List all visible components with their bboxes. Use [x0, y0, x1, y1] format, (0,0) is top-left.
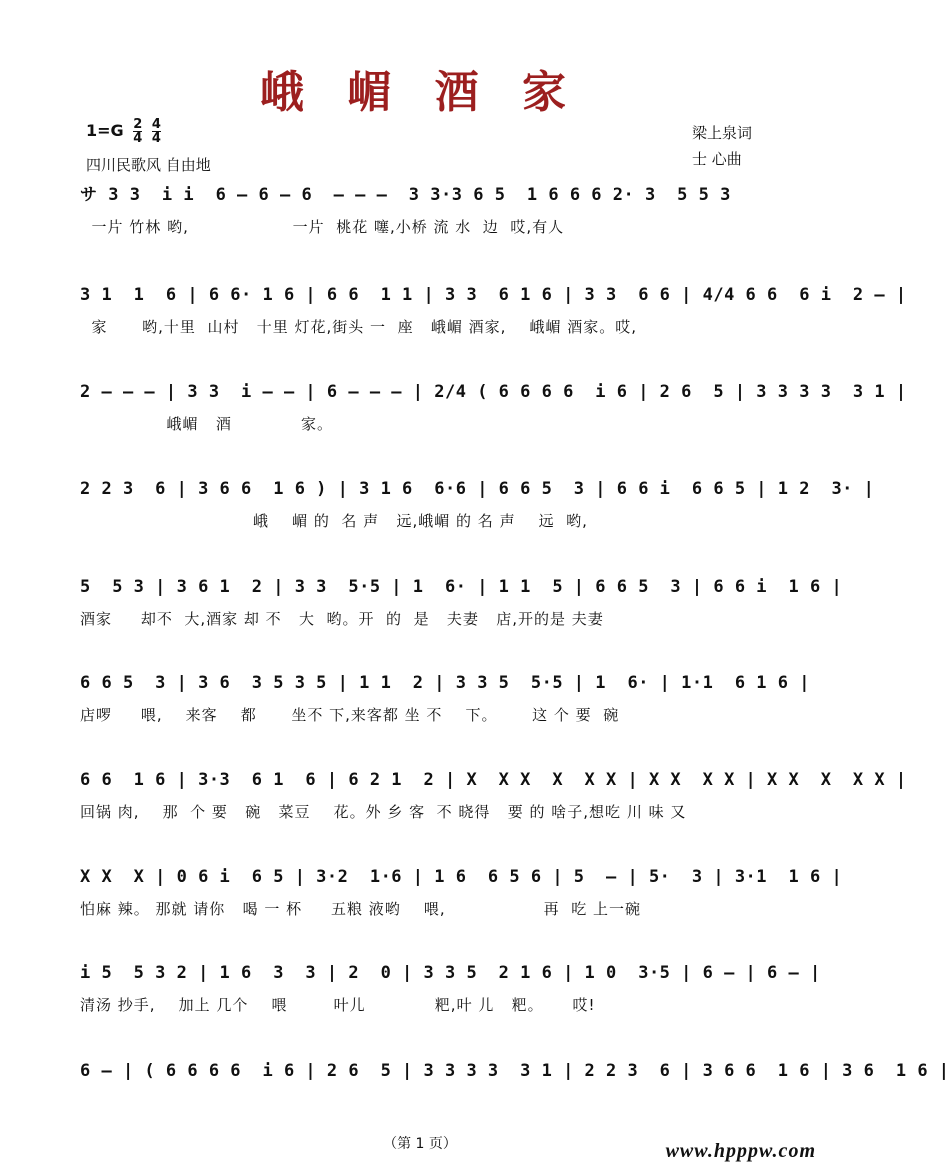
lyrics-row: 店啰 喂, 来客 都 坐不 下,来客都 坐 不 下。 这 个 要 碗: [80, 706, 620, 724]
score-line-10: [80, 1060, 950, 1114]
composer: 士 心曲: [691, 150, 742, 168]
time-sig-a-den: 4: [133, 131, 143, 146]
lyrics-row: 酒家 却不 大,酒家 却 不 大 哟。开 的 是 夫妻 店,开的是 夫妻: [80, 610, 604, 628]
notation-row: 6 6 5 3 | 3 6 3 5 3 5 | 1 1 2 | 3 3 5 5·5 | 1 6· | 1·1 6 1 6 |: [80, 673, 810, 693]
site-watermark: www.hpppw.com: [665, 1140, 816, 1162]
lyrics-row: 怕麻 辣。 那就 请你 喝 一 杯 五粮 液哟 喂, 再 吃 上一碗: [80, 900, 641, 918]
score-line-4: [80, 478, 875, 532]
score-line-7: [80, 769, 907, 823]
score-line-1: [80, 184, 760, 238]
performance-style: 四川民歌风 自由地: [86, 156, 211, 174]
notation-row: 2 — — — | 3 3 i — — | 6 — — — | 2/4 ( 6 6 6 6 i 6 | 2 6 5 | 3 3 3 3 3 1 |: [80, 382, 907, 402]
score-line-3: [80, 381, 907, 435]
credits: [692, 120, 752, 172]
key-signature: [86, 118, 161, 145]
time-sig-a-num: 2: [133, 117, 143, 132]
score-line-6: [80, 672, 810, 726]
notation-row: i 5 5 3 2 | 1 6 3 3 | 2 0 | 3 3 5 2 1 6 | 1 0 3·5 | 6 — | 6 — |: [80, 963, 821, 983]
notation-row: 2 2 3 6 | 3 6 6 1 6 ) | 3 1 6 6·6 | 6 6 5 3 | 6 6 i 6 6 5 | 1 2 3· |: [80, 479, 875, 499]
notation-row: サ 3 3 i i 6 — 6 — 6 — — — 3 3·3 6 5 1 6 6 6 2· 3 5 5 3: [80, 185, 731, 205]
score-line-5: [80, 576, 843, 630]
lyrics-row: 峨 嵋 的 名 声 远,峨嵋 的 名 声 远 哟,: [80, 512, 588, 530]
lyrics-row: 回锅 肉, 那 个 要 碗 菜豆 花。外 乡 客 不 晓得 要 的 啥子,想吃 川 味 又: [80, 803, 687, 821]
time-sig-b-den: 4: [151, 131, 161, 146]
notation-row: 6 — | ( 6 6 6 6 i 6 | 2 6 5 | 3 3 3 3 3 1 | 2 2 3 6 | 3 6 6 1 6 | 3 6 1 6 |: [80, 1061, 950, 1081]
score-line-9: [80, 962, 821, 1016]
page-number: （第 1 页）: [383, 1136, 457, 1152]
lyrics-row: 峨嵋 酒 家。: [80, 415, 334, 433]
key-label: 1=G: [86, 121, 124, 140]
time-sig-b-num: 4: [151, 117, 161, 132]
lyrics-row: [80, 1092, 760, 1114]
notation-row: 6 6 1 6 | 3·3 6 1 6 | 6 2 1 2 | X X X X X X | X X X X | X X X X X |: [80, 770, 907, 790]
notation-row: 3 1 1 6 | 6 6· 1 6 | 6 6 1 1 | 3 3 6 1 6 | 3 3 6 6 | 4/4 6 6 6 i 2 — |: [80, 285, 907, 305]
lyrics-row: 清汤 抄手, 加上 几个 喂 叶儿 粑,叶 儿 粑。 哎!: [80, 996, 596, 1014]
notation-row: 5 5 3 | 3 6 1 2 | 3 3 5·5 | 1 6· | 1 1 5 | 6 6 5 3 | 6 6 i 1 6 |: [80, 577, 843, 597]
score-line-8: [80, 866, 843, 920]
lyrics-row: 一片 竹林 哟, 一片 桃花 噻,小桥 流 水 边 哎,有人: [80, 218, 565, 236]
lyrics-row: 家 哟,十里 山村 十里 灯花,街头 一 座 峨嵋 酒家, 峨嵋 酒家。哎,: [80, 318, 638, 336]
time-signature-a: [133, 118, 142, 145]
notation-row: X X X | 0 6 i 6 5 | 3·2 1·6 | 1 6 6 5 6 | 5 — | 5· 3 | 3·1 1 6 |: [80, 867, 843, 887]
lyricist: 梁上泉词: [691, 124, 752, 142]
time-signature-b: [152, 118, 161, 145]
score-line-2: [80, 284, 907, 338]
song-title: 峨 嵋 酒 家: [260, 67, 580, 118]
